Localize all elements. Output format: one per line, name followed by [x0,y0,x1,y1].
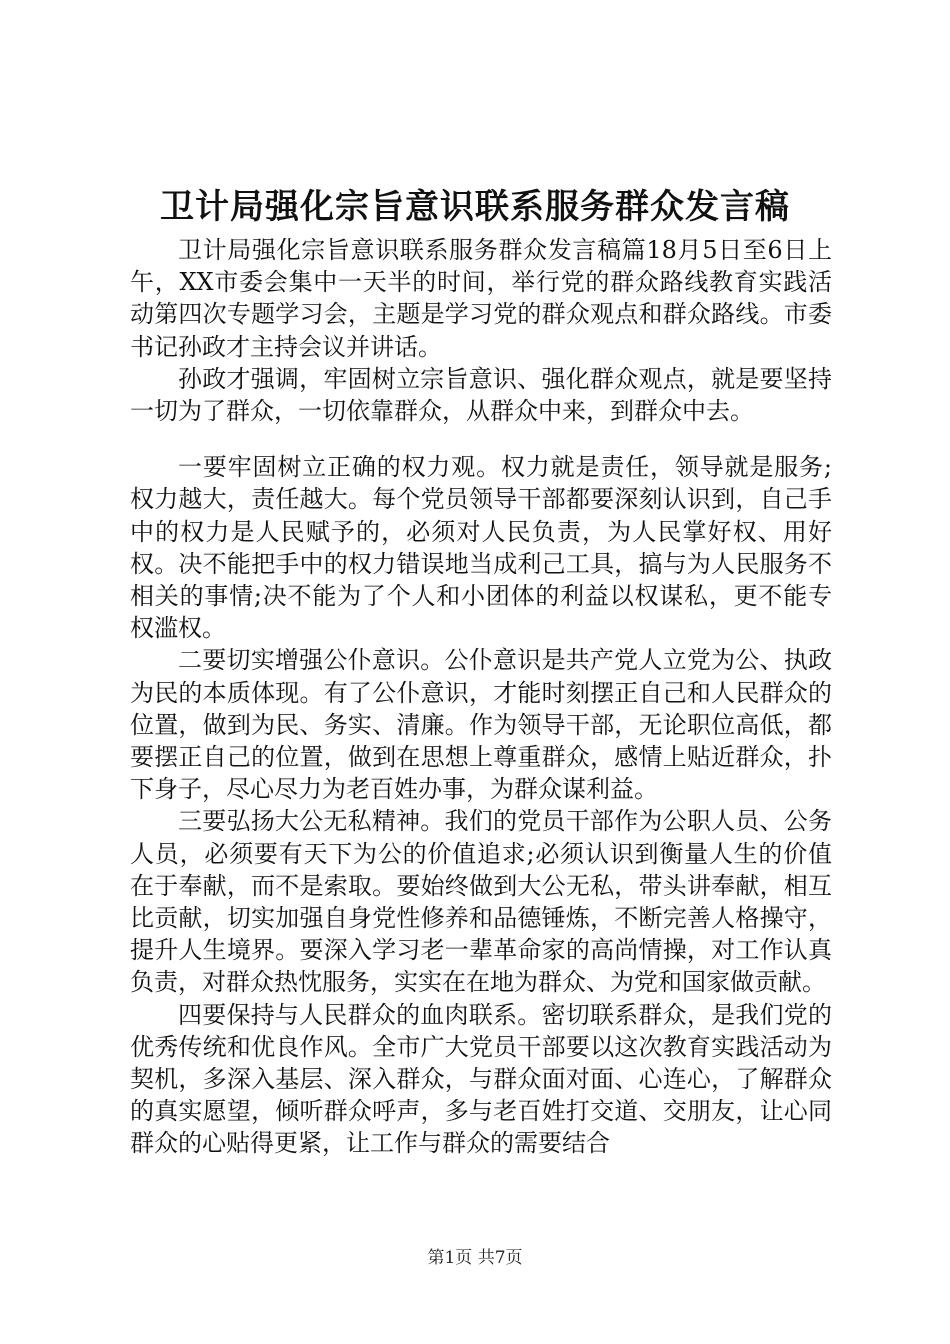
paragraph-point-two: 二要切实增强公仆意识。公仆意识是共产党人立党为公、执政为民的本质体现。有了公仆意识，才能时刻摆正自己和人民群众的位置，做到为民、务实、清廉。作为领导干部，无论职位高低，都要摆正自己的位置，做到在思想上尊重群众，感情上贴近群众，扑下身子，尽心尽力为老百姓办事，为群众谋利益。 [130,646,832,804]
document-title: 卫计局强化宗旨意识联系服务群众发言稿 [160,187,790,227]
paragraph-point-four: 四要保持与人民群众的血肉联系。密切联系群众，是我们党的优秀传统和优良作风。全市广大党员干部要以这次教育实践活动为契机，多深入基层、深入群众，与群众面对面、心连心，了解群众的真实愿望，倾听群众呼声，多与老百姓打交道、交朋友，让心同群众的心贴得更紧，让工作与群众的需要结合 [130,1000,832,1158]
document-body [130,234,832,1160]
paragraph-summary: 孙政才强调，牢固树立宗旨意识、强化群众观点，就是要坚持一切为了群众，一切依靠群众，从群众中来，到群众中去。 [130,364,832,426]
page-number-footer: 第1页 共7页 [427,1248,523,1268]
paragraph-intro: 卫计局强化宗旨意识联系服务群众发言稿篇18月5日至6日上午，XX市委会集中一天半的时间，举行党的群众路线教育实践活动第四次专题学习会，主题是学习党的群众观点和群众路线。市委书记孙政才主持会议并讲话。 [130,236,832,361]
paragraph-point-one: 一要牢固树立正确的权力观。权力就是责任，领导就是服务;权力越大，责任越大。每个党员领导干部都要深刻认识到，自己手中的权力是人民赋予的，必须对人民负责，为人民掌好权、用好权。决不能把手中的权力错误地当成利己工具，搞与为人民服务不相关的事情;决不能为了个人和小团体的利益以权谋私，更不能专权滥权。 [130,453,832,643]
paragraph-point-three: 三要弘扬大公无私精神。我们的党员干部作为公职人员、公务人员，必须要有天下为公的价值追求;必须认识到衡量人生的价值在于奉献，而不是索取。要始终做到大公无私，带头讲奉献，相互比贡献，切实加强自身党性修养和品德锤炼，不断完善人格操守，提升人生境界。要深入学习老一辈革命家的高尚情操，对工作认真负责，对群众热忱服务，实实在在地为群众、为党和国家做贡献。 [130,807,832,997]
